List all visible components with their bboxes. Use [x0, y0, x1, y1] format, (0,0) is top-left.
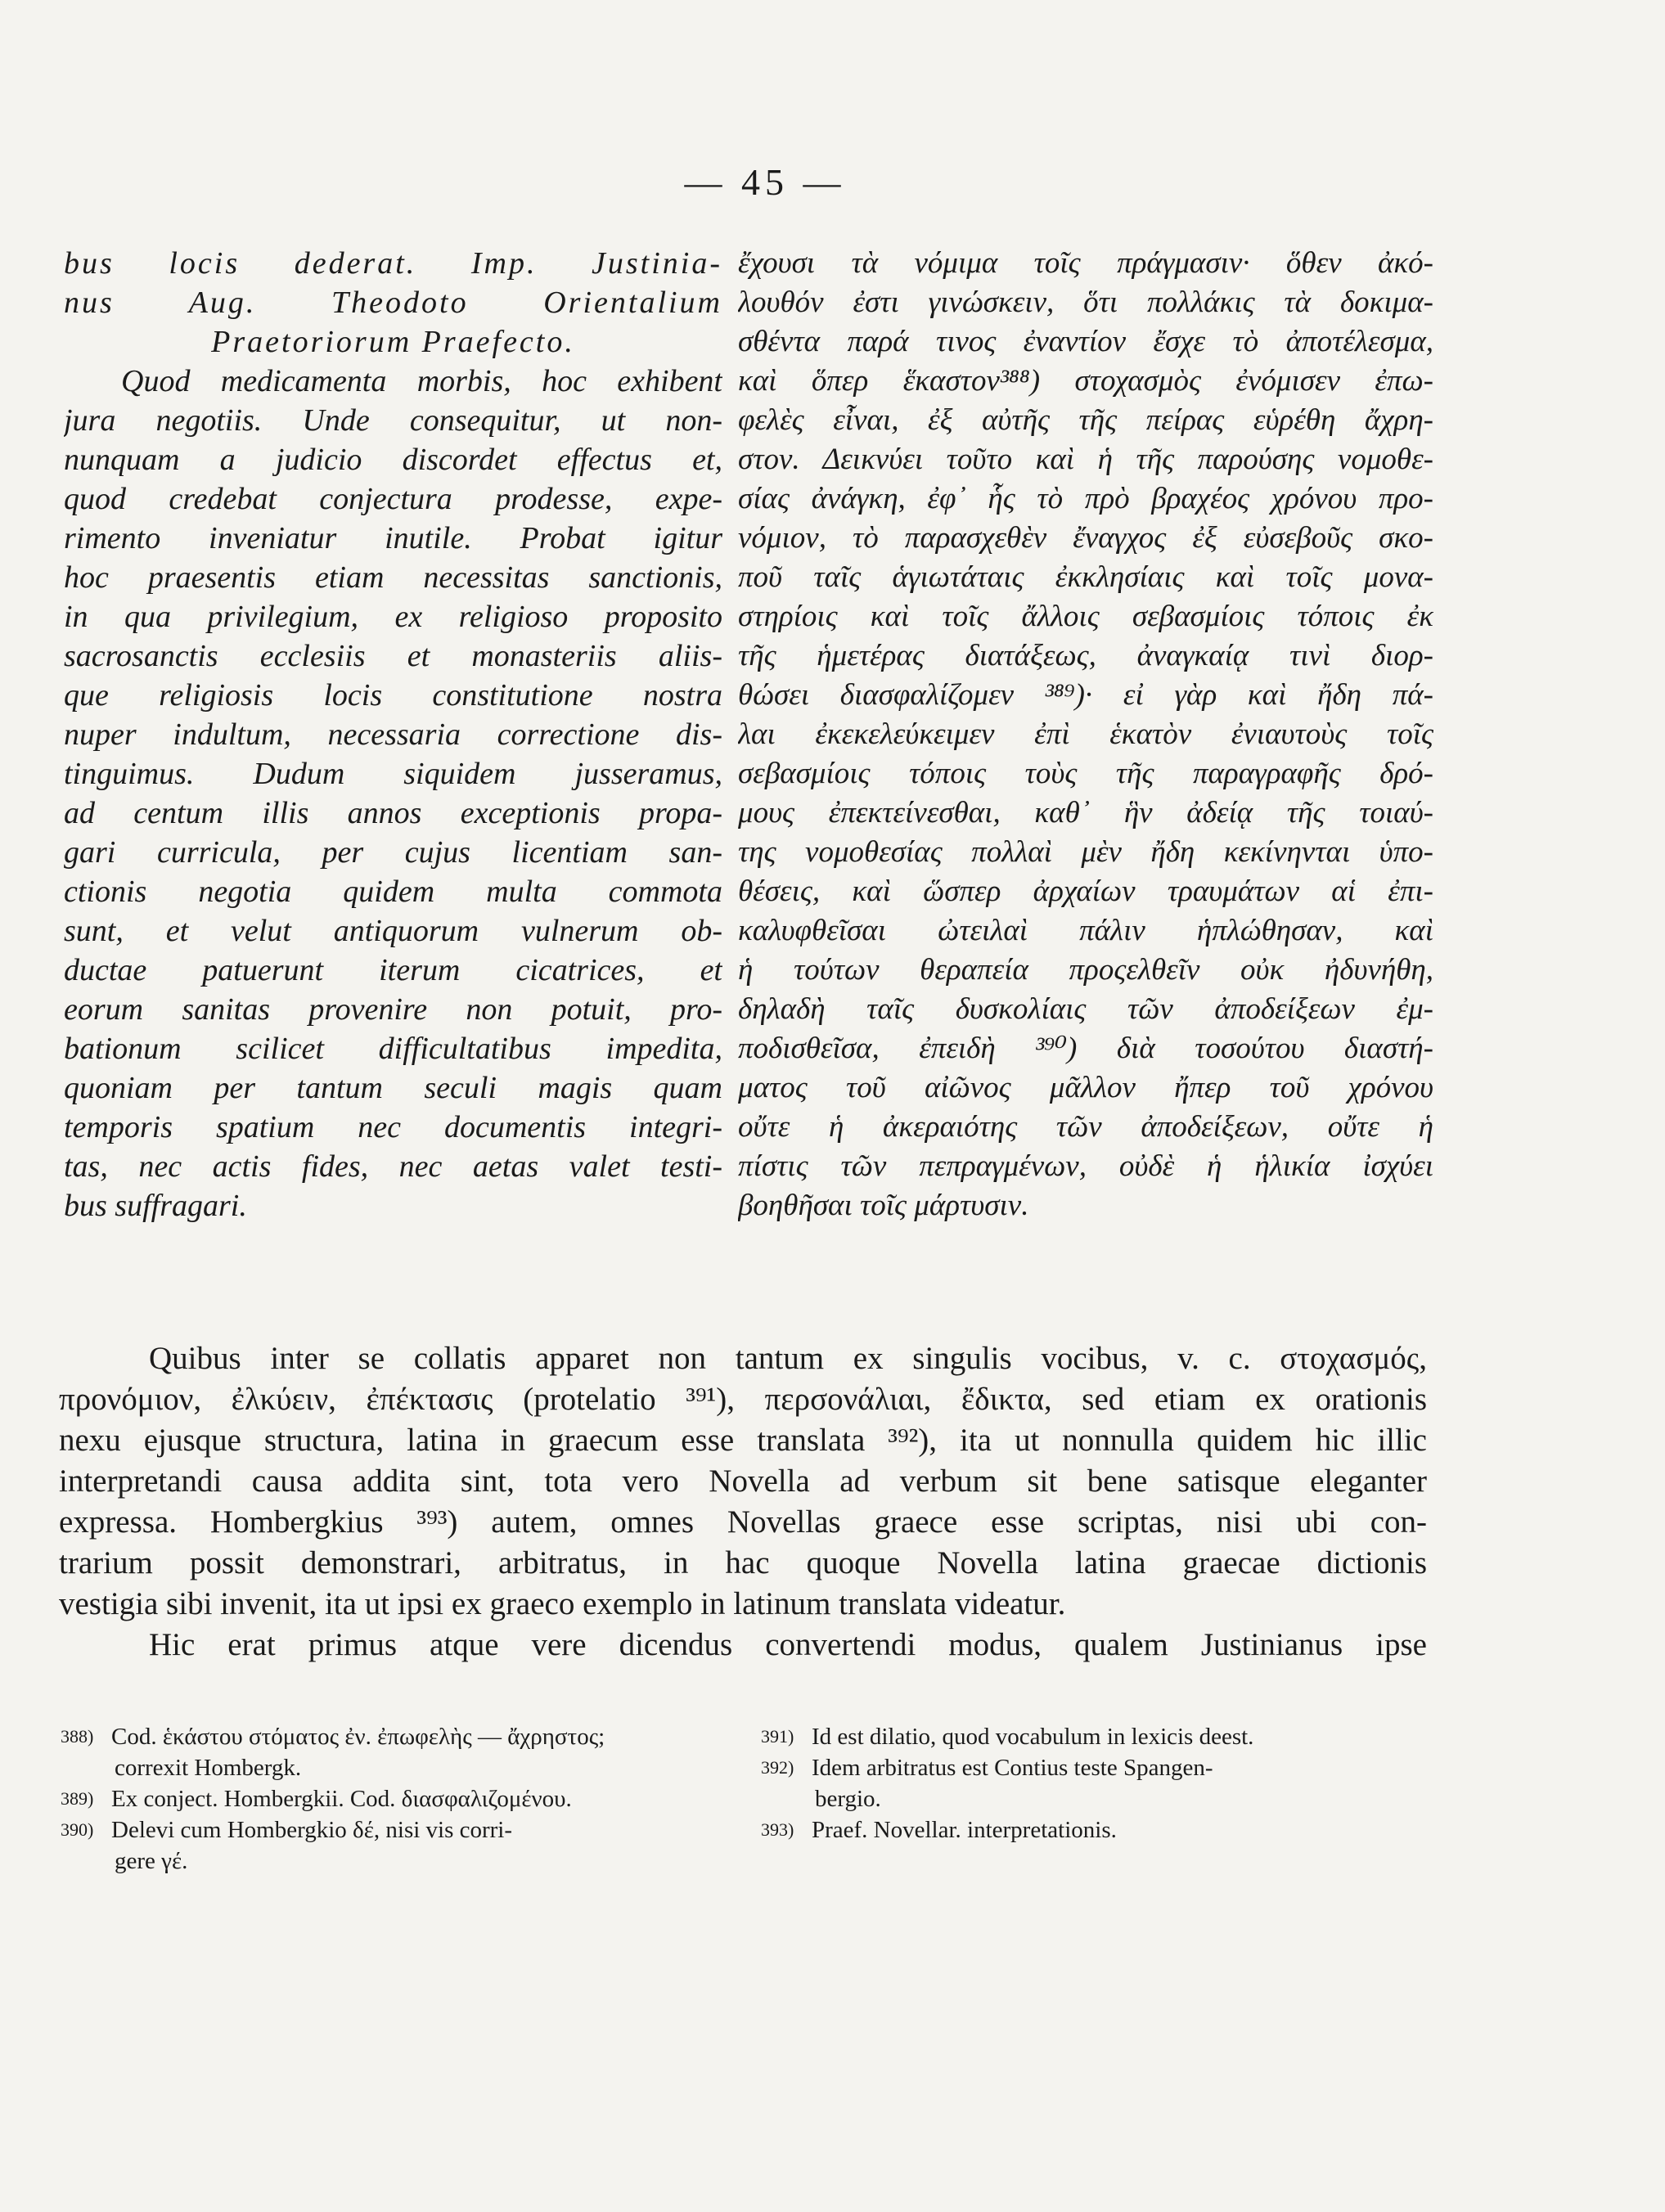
- footnote-392: [761, 1752, 1432, 1814]
- body-line: trarium possit demonstrari, arbitratus, in hac quoque Novella latina graecae dictionis: [59, 1545, 1427, 1580]
- footnote-text: Delevi cum Hombergkio δέ, nisi vis corri-: [111, 1817, 513, 1843]
- latin-line: sacrosanctis ecclesiis et monasteriis aliis-: [64, 639, 722, 673]
- latin-line: quoniam per tantum seculi magis quam: [64, 1071, 722, 1105]
- footnote-mark: 391): [761, 1726, 794, 1747]
- latin-line: nunquam a judicio discordet effectus et,: [64, 443, 722, 477]
- footnotes-right: [761, 1721, 1432, 1846]
- greek-line: φελὲς εἶναι, ἐξ αὐτῆς τῆς πείρας εὑρέθη ἄχρη-: [738, 403, 1433, 437]
- greek-line: βοηθῆσαι τοῖς μάρτυσιν.: [738, 1189, 1029, 1222]
- body-line: nexu ejusque structura, latina in graecum esse translata ³⁹²), ita ut nonnulla quidem hic illic: [59, 1423, 1427, 1458]
- latin-line: jura negotiis. Unde consequitur, ut non-: [64, 403, 722, 438]
- footnote-text: gere γέ.: [115, 1848, 188, 1874]
- greek-column: [738, 244, 1433, 1225]
- latin-line: hoc praesentis etiam necessitas sanctionis,: [64, 560, 722, 595]
- latin-line: rimento inveniatur inutile. Probat igitur: [64, 521, 722, 555]
- footnote-text: Id est dilatio, quod vocabulum in lexicis deest.: [812, 1724, 1254, 1750]
- greek-line: της νομοθεσίας πολλαὶ μὲν ἤδη κεκίνηνται ὑπο-: [738, 835, 1433, 869]
- footnote-text: bergio.: [815, 1786, 881, 1812]
- body-line: expressa. Hombergkius ³⁹³) autem, omnes Novellas graece esse scriptas, nisi ubi con-: [59, 1504, 1427, 1540]
- footnote-mark: 392): [761, 1757, 794, 1778]
- latin-line: que religiosis locis constitutione nostra: [64, 678, 722, 713]
- latin-line: nuper indultum, necessaria correctione dis-: [64, 717, 722, 752]
- footnote-389: [61, 1783, 731, 1814]
- greek-line: δηλαδὴ ταῖς δυσκολίαις τῶν ἀποδείξεων ἐμ-: [738, 992, 1433, 1026]
- footnote-text: correxit Hombergk.: [115, 1755, 302, 1781]
- footnote-text: Cod. ἑκάστου στόματος ἐν. ἐπωφελὴς — ἄχρηστος;: [111, 1724, 605, 1750]
- main-paragraph: [59, 1338, 1427, 1666]
- greek-line: θώσει διασφαλίζομεν ³⁸⁹)· εἰ γὰρ καὶ ἤδη πά-: [738, 678, 1433, 712]
- latin-line: bationum scilicet difficultatibus impedita,: [64, 1032, 722, 1066]
- greek-line: ποδισθεῖσα, ἐπειδὴ ³⁹⁰) διὰ τοσούτου διαστή-: [738, 1032, 1433, 1065]
- body-line: Hic erat primus atque vere dicendus convertendi modus, qualem Justinianus ipse: [149, 1627, 1427, 1662]
- latin-line: nus Aug. Theodoto Orientalium: [64, 285, 722, 320]
- footnote-mark: 388): [61, 1726, 94, 1747]
- page-number: — 45 —: [684, 161, 846, 203]
- latin-line: quod credebat conjectura prodesse, expe-: [64, 482, 722, 516]
- footnotes-left: [61, 1721, 731, 1877]
- latin-line: eorum sanitas provenire non potuit, pro-: [64, 992, 722, 1027]
- latin-line: bus locis dederat. Imp. Justinia-: [64, 246, 722, 281]
- latin-line: tinguimus. Dudum siquidem jusseramus,: [64, 757, 722, 791]
- greek-line: καλυφθεῖσαι ὠτειλαὶ πάλιν ἡπλώθησαν, καὶ: [738, 914, 1433, 947]
- body-line: Quibus inter se collatis apparet non tantum ex singulis vocibus, v. c. στοχασμός,: [149, 1341, 1427, 1376]
- greek-line: τῆς ἡμετέρας διατάξεως, ἀναγκαίᾳ τινὶ διορ-: [738, 639, 1433, 672]
- greek-line: λαι ἐκεκελεύκειμεν ἐπὶ ἑκατὸν ἐνιαυτοὺς τοῖς: [738, 717, 1433, 751]
- body-line: interpretandi causa addita sint, tota vero Novella ad verbum sit bene satisque eleganter: [59, 1463, 1427, 1499]
- greek-line: ματος τοῦ αἰῶνος μᾶλλον ἤπερ τοῦ χρόνου: [738, 1071, 1433, 1104]
- greek-line: πίστις τῶν πεπραγμένων, οὐδὲ ἡ ἡλικία ἰσχύει: [738, 1149, 1433, 1183]
- greek-line: νόμιον, τὸ παρασχεθὲν ἔναγχος ἐξ εὐσεβοῦς σκο-: [738, 521, 1433, 555]
- body-line: προνόμιον, ἐλκύειν, ἐπέκτασις (protelatio ³⁹¹), περσονάλιαι, ἔδικτα, sed etiam ex orationis: [59, 1382, 1427, 1417]
- latin-line: ctionis negotia quidem multa commota: [64, 874, 722, 909]
- footnote-text: Idem arbitratus est Contius teste Spangen-: [812, 1755, 1213, 1781]
- greek-line: θέσεις, καὶ ὥσπερ ἀρχαίων τραυμάτων αἱ ἐπι-: [738, 874, 1433, 908]
- footnote-text: Praef. Novellar. interpretationis.: [812, 1817, 1117, 1843]
- footnote-390: [61, 1814, 731, 1877]
- latin-line: temporis spatium nec documentis integri-: [64, 1110, 722, 1144]
- footnote-388: [61, 1721, 731, 1783]
- greek-line: ποῦ ταῖς ἁγιωτάταις ἐκκλησίαις καὶ τοῖς μονα-: [738, 560, 1433, 594]
- greek-line: σεβασμίοις τόποις τοὺς τῆς παραγραφῆς δρό-: [738, 757, 1433, 790]
- footnote-mark: 393): [761, 1819, 794, 1840]
- greek-line: σθέντα παρά τινος ἐναντίον ἔσχε τὸ ἀποτέλεσμα,: [738, 325, 1433, 358]
- latin-line: gari curricula, per cujus licentiam san-: [64, 835, 722, 870]
- footnote-mark: 390): [61, 1819, 94, 1840]
- footnote-391: [761, 1721, 1432, 1752]
- latin-line: Quod medicamenta morbis, hoc exhibent: [121, 364, 722, 398]
- greek-line: καὶ ὅπερ ἕκαστον³⁸⁸) στοχασμὸς ἐνόμισεν ἐπω-: [738, 364, 1433, 398]
- footnote-text: Ex conject. Hombergkii. Cod. διασφαλιζομένου.: [111, 1786, 572, 1812]
- latin-line: Praetoriorum Praefecto.: [211, 325, 575, 359]
- greek-line: στον. Δεικνύει τοῦτο καὶ ἡ τῆς παρούσης νομοθε-: [738, 443, 1433, 476]
- latin-line: sunt, et velut antiquorum vulnerum ob-: [64, 914, 722, 948]
- greek-line: οὔτε ἡ ἀκεραιότης τῶν ἀποδείξεων, οὔτε ἡ: [738, 1110, 1433, 1144]
- footnote-mark: 389): [61, 1788, 94, 1809]
- latin-line: ad centum illis annos exceptionis propa-: [64, 796, 722, 830]
- greek-line: μους ἐπεκτείνεσθαι, καθ᾽ ἣν ἀδείᾳ τῆς τοιαύ-: [738, 796, 1433, 830]
- greek-line: ἡ τούτων θεραπεία προςελθεῖν οὐκ ἠδυνήθη,: [738, 953, 1433, 987]
- latin-column: [64, 244, 722, 1225]
- greek-line: στηρίοις καὶ τοῖς ἄλλοις σεβασμίοις τόποις ἐκ: [738, 600, 1433, 633]
- latin-line: in qua privilegium, ex religioso proposito: [64, 600, 722, 634]
- latin-line: bus suffragari.: [64, 1189, 247, 1223]
- greek-line: λουθόν ἐστι γινώσκειν, ὅτι πολλάκις τὰ δοκιμα-: [738, 285, 1433, 319]
- body-line: vestigia sibi invenit, ita ut ipsi ex graeco exemplo in latinum translata videatur.: [59, 1586, 1066, 1621]
- latin-line: tas, nec actis fides, nec aetas valet testi-: [64, 1149, 722, 1184]
- greek-line: σίας ἀνάγκη, ἐφ᾽ ἧς τὸ πρὸ βραχέος χρόνου προ-: [738, 482, 1433, 515]
- footnote-393: [761, 1814, 1432, 1846]
- latin-line: ductae patuerunt iterum cicatrices, et: [64, 953, 722, 987]
- greek-line: ἔχουσι τὰ νόμιμα τοῖς πράγμασιν· ὅθεν ἀκό-: [738, 246, 1433, 280]
